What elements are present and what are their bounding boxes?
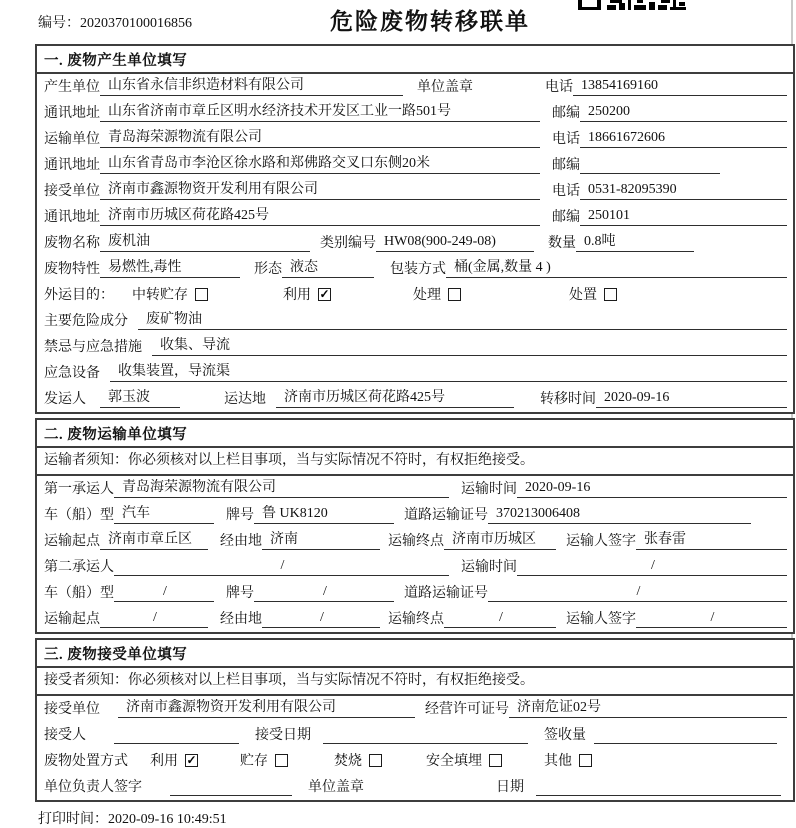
producer-value: 山东省永信非织造材料有限公司 (100, 77, 403, 96)
origin-label: 运输起点 (44, 534, 100, 549)
receiver-notice-text: 接受者须知：你必须核对以上栏目事项，当与实际情况不符时，有权拒绝接受。 (44, 673, 534, 688)
checkbox-utilize-checked: ✓ (319, 286, 330, 301)
print-time-value: 2020-09-16 10:49:51 (108, 812, 227, 827)
carrier-sign-label: 运输人签字 (566, 612, 636, 627)
row-receiver-address (37, 204, 793, 230)
checkbox-dispose (604, 288, 617, 301)
endpoint-label: 运输终点 (388, 534, 444, 549)
row-emergency-equipment (37, 360, 793, 386)
receiver-value: 济南市鑫源物资开发利用有限公司 (100, 181, 540, 200)
disposal-method-label: 废物处置方式 (44, 754, 128, 769)
document-number-label: 编号： (38, 16, 80, 31)
section-producer (35, 44, 795, 414)
received-qty-label: 签收量 (544, 728, 586, 743)
row-second-vehicle (37, 580, 793, 606)
section-transporter (35, 418, 795, 634)
row-transfer-purpose (37, 282, 793, 308)
checkbox-transit-storage (195, 288, 208, 301)
destination-value: 济南市历城区荷花路425号 (276, 389, 514, 408)
disposal-option-other (544, 750, 592, 770)
second-carrier-sign-value: / (636, 609, 787, 628)
row-waste-name (37, 230, 793, 256)
purpose-option-treat (413, 284, 461, 304)
via-label: 经由地 (220, 612, 262, 627)
plate-label: 牌号 (226, 586, 254, 601)
first-carrier-time-value: 2020-09-16 (517, 479, 787, 498)
producer-phone-value: 13854169160 (573, 77, 787, 96)
purpose-option-transit-storage (132, 284, 208, 304)
section-transporter-title: 二. 废物运输单位填写 (37, 420, 793, 448)
first-carrier-label: 第一承运人 (44, 482, 114, 497)
second-vehicle-value: / (114, 583, 214, 602)
purpose-option-label: 处理 (413, 288, 441, 303)
taboo-value: 收集、导流 (152, 337, 787, 356)
carrier-sign-label: 运输人签字 (566, 534, 636, 549)
second-via-value: / (262, 609, 380, 628)
row-waste-character (37, 256, 793, 282)
address-label: 通讯地址 (44, 210, 100, 225)
row-transporter (37, 126, 793, 152)
endpoint-label: 运输终点 (388, 612, 444, 627)
form-value: 液态 (282, 259, 374, 278)
transporter-address-value: 山东省青岛市李沧区徐水路和郑佛路交叉口东侧20米 (100, 155, 540, 174)
row-disposal-method (37, 748, 793, 774)
section-receiver-title: 三. 废物接受单位填写 (37, 640, 793, 668)
transfer-time-label: 转移时间 (540, 392, 596, 407)
receiving-person-value (114, 726, 239, 744)
row-hazard-component (37, 308, 793, 334)
disposal-option-storage (240, 750, 288, 770)
second-road-permit-value: / (488, 583, 787, 602)
equipment-label: 应急设备 (44, 366, 100, 381)
destination-label: 运达地 (224, 392, 266, 407)
checkbox-disposal-storage (275, 754, 288, 767)
first-carrier-value: 青岛海荣源物流有限公司 (114, 479, 449, 498)
license-value: 济南危证02号 (509, 699, 787, 718)
purpose-label: 外运目的： (44, 288, 114, 303)
first-vehicle-value: 汽车 (114, 505, 214, 524)
receiving-unit-value: 济南市鑫源物资开发利用有限公司 (118, 699, 415, 718)
first-carrier-sign-value: 张春雷 (636, 531, 787, 550)
receiver-phone-value: 0531-82095390 (580, 181, 787, 200)
vehicle-type-label: 车（船）型 (44, 508, 114, 523)
form-label: 形态 (254, 262, 282, 277)
purpose-option-label: 中转贮存 (132, 288, 188, 303)
print-time-label: 打印时间： (38, 812, 108, 827)
disposal-option-label: 贮存 (240, 754, 268, 769)
row-shipper (37, 386, 793, 412)
disposal-option-label: 安全填埋 (426, 754, 482, 769)
origin-label: 运输起点 (44, 612, 100, 627)
row-second-carrier (37, 554, 793, 580)
waste-name-value: 废机油 (100, 233, 310, 252)
shipper-value: 郭玉波 (100, 389, 180, 408)
quantity-label: 数量 (548, 236, 576, 251)
address-label: 通讯地址 (44, 158, 100, 173)
transporter-zip-value (580, 156, 720, 174)
phone-label: 电话 (552, 132, 580, 147)
plate-label: 牌号 (226, 508, 254, 523)
shipper-label: 发运人 (44, 392, 86, 407)
disposal-option-utilize (150, 750, 198, 770)
second-origin-value: / (100, 609, 208, 628)
row-taboo-measures (37, 334, 793, 360)
disposal-option-incinerate (334, 750, 382, 770)
taboo-label: 禁忌与应急措施 (44, 340, 142, 355)
road-permit-label: 道路运输证号 (404, 586, 488, 601)
second-endpoint-value: / (444, 609, 556, 628)
checkbox-disposal-landfill (489, 754, 502, 767)
character-value: 易燃性,毒性 (100, 259, 240, 278)
receiver-address-value: 济南市历城区荷花路425号 (100, 207, 540, 226)
checkbox-disposal-utilize-checked: ✓ (186, 752, 197, 767)
first-road-permit-value: 370213006408 (488, 505, 751, 524)
received-qty-value (594, 726, 777, 744)
transport-time-label: 运输时间 (461, 560, 517, 575)
disposal-option-label: 其他 (544, 754, 572, 769)
checkbox-disposal-other (579, 754, 592, 767)
purpose-option-dispose (569, 284, 617, 304)
row-producer (37, 74, 793, 100)
row-receiver (37, 178, 793, 204)
first-plate-value: 鲁 UK8120 (254, 505, 394, 524)
disposal-option-landfill (426, 750, 502, 770)
checkbox-disposal-incinerate (369, 754, 382, 767)
producer-address-value: 山东省济南市章丘区明水经济技术开发区工业一路501号 (100, 103, 540, 122)
quantity-value: 0.8吨 (576, 233, 694, 252)
hazard-value: 废矿物油 (138, 311, 787, 330)
second-carrier-label: 第二承运人 (44, 560, 114, 575)
character-label: 废物特性 (44, 262, 100, 277)
section-producer-title: 一. 废物产生单位填写 (37, 46, 793, 74)
unit-seal-label: 单位盖章 (417, 80, 473, 95)
via-label: 经由地 (220, 534, 262, 549)
phone-label: 电话 (552, 184, 580, 199)
chief-sign-value (170, 778, 292, 796)
packing-label: 包装方式 (390, 262, 446, 277)
qr-code-fragment-icon (578, 0, 688, 10)
road-permit-label: 道路运输证号 (404, 508, 488, 523)
first-via-value: 济南 (262, 531, 380, 550)
print-time (35, 808, 795, 828)
row-chief-signature (37, 774, 793, 800)
first-endpoint-value: 济南市历城区 (444, 531, 556, 550)
equipment-value: 收集装置，导流渠 (110, 363, 787, 382)
receiving-unit-label: 接受单位 (44, 702, 100, 717)
date-label: 日期 (496, 780, 524, 795)
row-receiving-unit (37, 696, 793, 722)
packing-value: 桶(金属,数量 4 ) (446, 259, 787, 278)
transporter-notice-text: 运输者须知：你必须核对以上栏目事项，当与实际情况不符时，有权拒绝接受。 (44, 453, 534, 468)
vehicle-type-label: 车（船）型 (44, 586, 114, 601)
receiver-notice (37, 668, 793, 696)
section-receiver (35, 638, 795, 802)
row-transporter-address (37, 152, 793, 178)
zip-label: 邮编 (552, 106, 580, 121)
checkbox-treat (448, 288, 461, 301)
row-second-route (37, 606, 793, 632)
second-plate-value: / (254, 583, 394, 602)
transfer-time-value: 2020-09-16 (596, 389, 787, 408)
receiving-date-label: 接受日期 (255, 728, 311, 743)
second-carrier-value: / (114, 557, 449, 576)
zip-label: 邮编 (552, 158, 580, 173)
receiving-date-value (323, 726, 528, 744)
document-header (35, 0, 795, 44)
transport-time-label: 运输时间 (461, 482, 517, 497)
receiving-person-label: 接受人 (44, 728, 86, 743)
category-value: HW08(900-249-08) (376, 233, 534, 252)
transporter-phone-value: 18661672606 (580, 129, 787, 148)
transporter-notice (37, 448, 793, 476)
purpose-option-label: 处置 (569, 288, 597, 303)
zip-label: 邮编 (552, 210, 580, 225)
producer-zip-value: 250200 (580, 103, 787, 122)
purpose-option-utilize (283, 284, 331, 304)
disposal-option-label: 利用 (150, 754, 178, 769)
row-first-carrier (37, 476, 793, 502)
purpose-option-label: 利用 (283, 288, 311, 303)
second-carrier-time-value: / (517, 557, 787, 576)
unit-seal-label: 单位盖章 (308, 780, 364, 795)
row-receiving-person (37, 722, 793, 748)
seal-date-value (536, 778, 781, 796)
first-origin-value: 济南市章丘区 (100, 531, 208, 550)
chief-sign-label: 单位负责人签字 (44, 780, 142, 795)
phone-label: 电话 (545, 80, 573, 95)
transporter-value: 青岛海荣源物流有限公司 (100, 129, 540, 148)
hazard-label: 主要危险成分 (44, 314, 128, 329)
disposal-option-label: 焚烧 (334, 754, 362, 769)
manifest-document (35, 0, 795, 828)
receiver-label: 接受单位 (44, 184, 100, 199)
producer-label: 产生单位 (44, 80, 100, 95)
receiver-zip-value: 250101 (580, 207, 787, 226)
row-producer-address (37, 100, 793, 126)
address-label: 通讯地址 (44, 106, 100, 121)
waste-name-label: 废物名称 (44, 236, 100, 251)
row-first-route (37, 528, 793, 554)
document-number (38, 12, 192, 32)
document-number-value: 2020370100016856 (80, 16, 192, 31)
transporter-label: 运输单位 (44, 132, 100, 147)
license-label: 经营许可证号 (425, 702, 509, 717)
category-label: 类别编号 (320, 236, 376, 251)
row-first-vehicle (37, 502, 793, 528)
page-title: 危险废物转移联单 (330, 9, 530, 34)
